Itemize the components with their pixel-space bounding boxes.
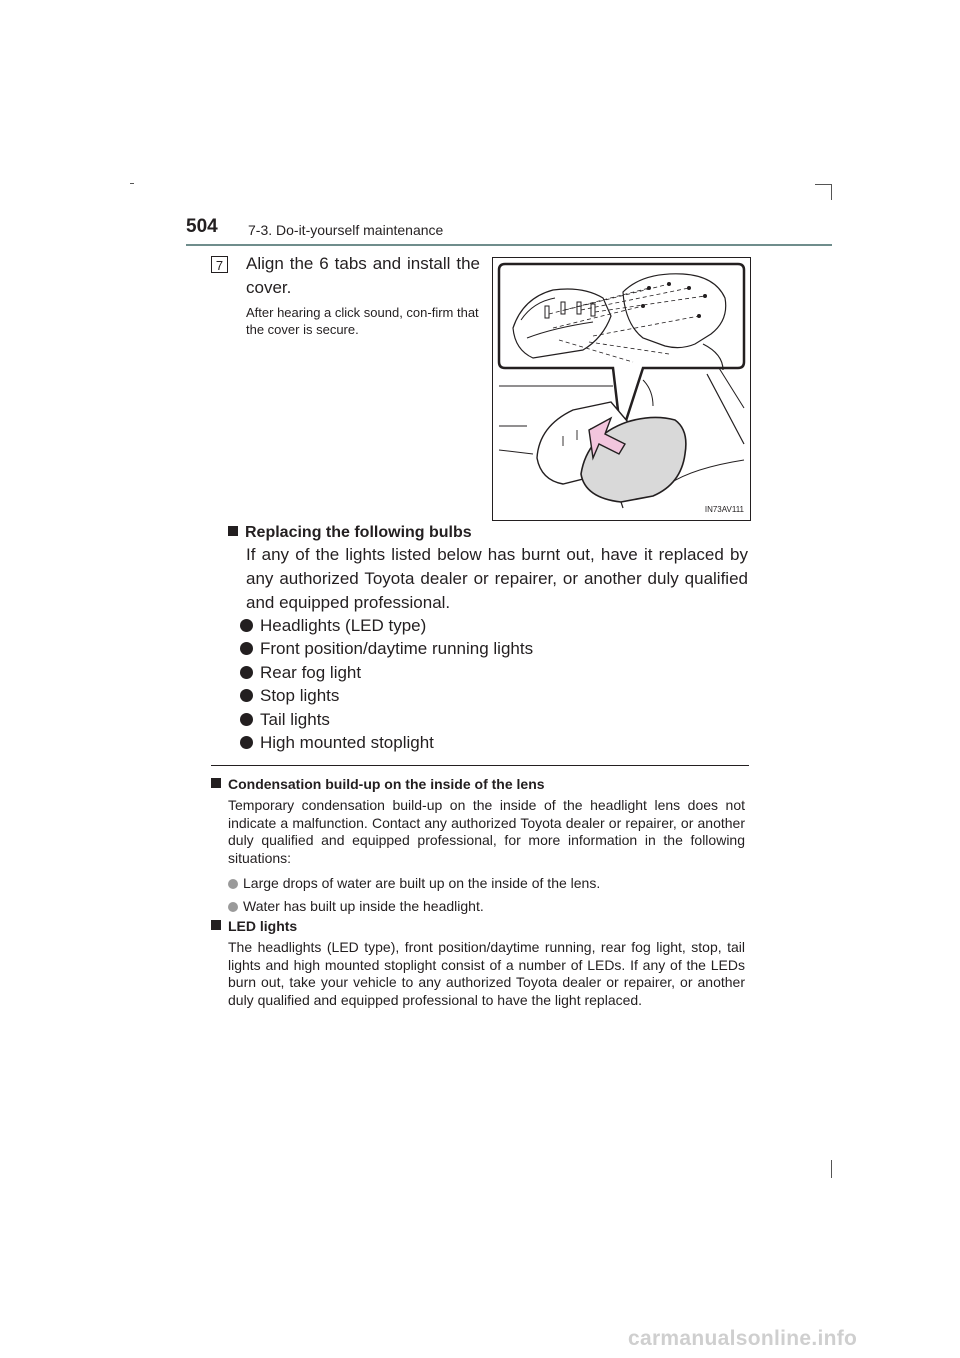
list-item <box>240 614 533 637</box>
heading-square-icon <box>211 920 221 930</box>
bullet-icon <box>228 879 238 889</box>
bullet-icon <box>228 902 238 912</box>
led-paragraph: The headlights (LED type), front position/daytime running, rear fog light, stop, tail lights and high mounted stoplight consist of a number of LEDs. If any of the LEDs burn out, take your vehicle to any authorized Toyota dealer or repairer, or another duly qualified and equipped professional to have the light replaced. <box>228 939 745 1008</box>
bullet-icon <box>240 689 253 702</box>
section-title: 7-3. Do-it-yourself maintenance <box>248 222 444 238</box>
led-heading <box>211 918 297 934</box>
notes-divider <box>211 765 749 766</box>
step-title: Align the 6 tabs and install the cover. <box>246 254 480 297</box>
heading-square-icon <box>228 526 238 536</box>
replacing-paragraph: If any of the lights listed below has burnt out, have it replaced by any authorized Toyota dealer or repairer, or another duly qualified and equipped professional. <box>246 545 748 612</box>
condensation-heading <box>211 776 545 792</box>
header-divider <box>186 244 832 246</box>
watermark: carmanualsonline.info <box>628 1327 858 1350</box>
list-item-text: High mounted stoplight <box>260 732 434 752</box>
condensation-paragraph: Temporary condensation build-up on the inside of the headlight lens does not indicate a malfunction. Contact any authorized Toyota dealer or repairer, or another duly qualified and equipped professional, for more information in the following situations: <box>228 797 745 866</box>
list-item-text: Front position/daytime running lights <box>260 639 534 659</box>
bullet-icon <box>240 736 253 749</box>
bullet-icon <box>240 713 253 726</box>
list-item-text: Tail lights <box>260 709 330 729</box>
page-number: 504 <box>186 216 218 237</box>
list-item-text: Stop lights <box>260 686 340 706</box>
crop-mark <box>130 183 134 184</box>
list-item <box>240 661 533 684</box>
replacing-heading <box>228 524 472 542</box>
mirror-cover-drawing <box>493 258 750 520</box>
list-item-text: Large drops of water are built up on the inside of the lens. <box>243 875 601 891</box>
step-number: 7 <box>211 256 228 273</box>
list-item <box>240 708 533 731</box>
replacing-heading-text: Replacing the following bulbs <box>245 524 472 541</box>
crop-mark <box>831 184 832 200</box>
led-heading-text: LED lights <box>228 918 298 934</box>
list-item-text: Headlights (LED type) <box>260 616 427 635</box>
bulb-list <box>240 614 533 754</box>
list-item <box>228 875 600 891</box>
list-item-text: Rear fog light <box>260 662 362 682</box>
mirror-cover-illustration <box>492 257 751 521</box>
list-item <box>240 731 533 754</box>
bullet-icon <box>240 642 253 655</box>
crop-mark <box>831 1160 832 1178</box>
figure-code: IN73AV111 <box>704 505 744 514</box>
list-item-text: Water has built up inside the headlight. <box>243 898 484 914</box>
bullet-icon <box>240 619 253 632</box>
condensation-heading-text: Condensation build-up on the inside of the lens <box>228 776 545 792</box>
crop-mark <box>815 184 831 185</box>
list-item <box>240 637 533 660</box>
heading-square-icon <box>211 778 221 788</box>
list-item <box>228 898 484 914</box>
list-item <box>240 684 533 707</box>
step-note: After hearing a click sound, con-firm that the cover is secure. <box>246 305 479 337</box>
bullet-icon <box>240 666 253 679</box>
